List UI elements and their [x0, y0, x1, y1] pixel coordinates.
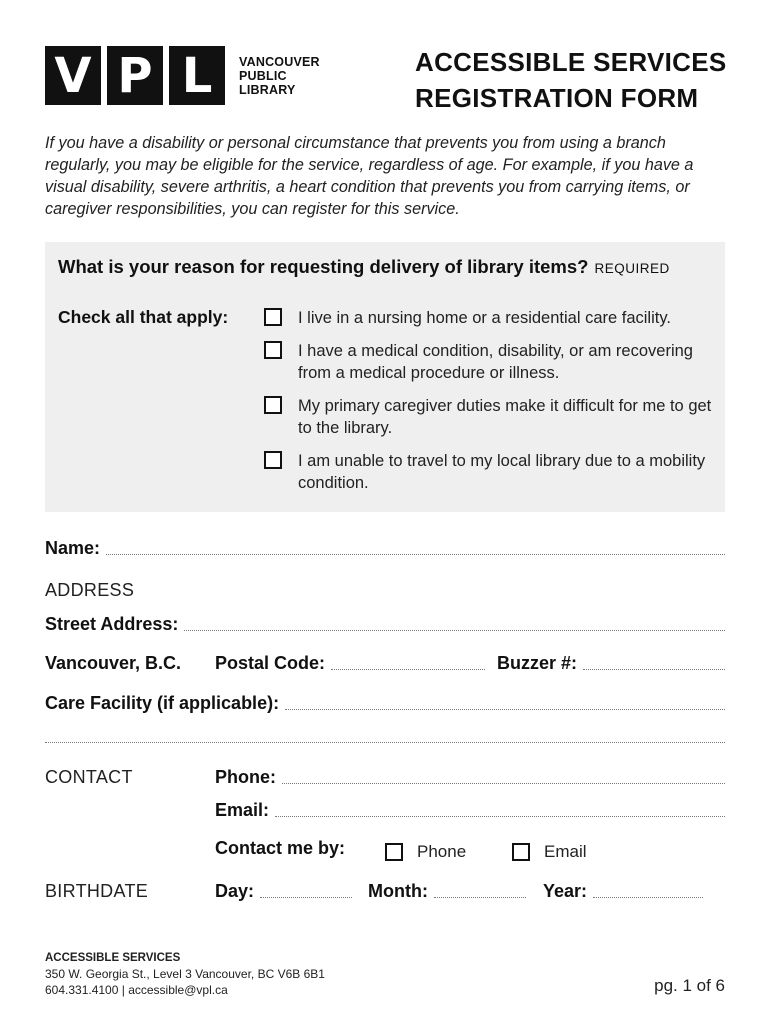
- reason-option-caregiver[interactable]: [264, 395, 714, 439]
- contact-preference-label: [215, 838, 345, 859]
- checkbox-nursing-home[interactable]: [264, 308, 282, 326]
- contact-by-text: Contact me by:: [215, 838, 346, 858]
- city-text: Vancouver, B.C.: [45, 653, 182, 673]
- year-line[interactable]: [593, 897, 703, 898]
- month-label: Month:: [368, 881, 428, 901]
- email-label: Email:: [215, 800, 270, 820]
- logo-line-2: PUBLIC: [239, 68, 287, 83]
- street-line[interactable]: [184, 630, 725, 631]
- phone-label: Phone:: [215, 767, 276, 787]
- buzzer-label: Buzzer #:: [497, 653, 578, 673]
- footer: [45, 950, 325, 998]
- email-field[interactable]: [215, 800, 725, 821]
- page-number: pg. 1 of 6: [654, 976, 725, 995]
- care-facility-line-2[interactable]: [45, 742, 725, 743]
- name-line[interactable]: [106, 554, 725, 555]
- checkbox-medical[interactable]: [264, 341, 282, 359]
- option-label: I am unable to travel to my local library due to a mobility condition.: [298, 452, 706, 492]
- checkbox-contact-email[interactable]: [512, 843, 530, 861]
- contact-phone-label: Phone: [417, 842, 467, 861]
- checkbox-mobility[interactable]: [264, 451, 282, 469]
- street-address-field[interactable]: [45, 614, 725, 635]
- day-label: Day:: [215, 881, 255, 901]
- reason-option-nursing-home[interactable]: [264, 307, 714, 329]
- form-title-line-2: REGISTRATION FORM: [415, 83, 699, 113]
- year-label: Year:: [543, 881, 588, 901]
- option-label: I live in a nursing home or a residential care facility.: [298, 309, 671, 327]
- month-line[interactable]: [434, 897, 526, 898]
- reason-option-medical[interactable]: [264, 340, 714, 384]
- buzzer-field[interactable]: [497, 653, 725, 674]
- birthdate-section-label: BIRTHDATE: [45, 881, 149, 901]
- contact-by-phone-option[interactable]: [385, 842, 466, 862]
- logo-line-3: LIBRARY: [239, 82, 296, 97]
- footer-contact: 604.331.4100 | accessible@vpl.ca: [45, 983, 228, 997]
- phone-line[interactable]: [282, 783, 725, 784]
- name-label: Name:: [45, 538, 101, 558]
- name-field[interactable]: [45, 538, 725, 559]
- footer-address: 350 W. Georgia St., Level 3 Vancouver, BC V6B 6B1: [45, 967, 325, 981]
- intro-paragraph: If you have a disability or personal circumstance that prevents you from using a branch regularly, you may be eligible for the service, regardless of age. For example, if you have a visual disability, severe arthritis, a heart condition that prevents you from carrying items, or caregiver responsibilities, you can register for this service.: [45, 134, 694, 218]
- address-section-label: ADDRESS: [45, 580, 135, 600]
- month-field[interactable]: [368, 881, 526, 902]
- option-label: I have a medical condition, disability, or am recovering from a medical procedure or illness.: [298, 342, 693, 382]
- form-title: [415, 44, 727, 116]
- city-label: [45, 653, 181, 674]
- checkbox-caregiver[interactable]: [264, 396, 282, 414]
- footer-heading: ACCESSIBLE SERVICES: [45, 952, 181, 964]
- street-label: Street Address:: [45, 614, 179, 634]
- reason-question: [58, 256, 670, 278]
- logo-letter-v: V: [45, 46, 101, 105]
- required-badge: REQUIRED: [594, 261, 670, 276]
- logo-line-1: VANCOUVER: [239, 54, 320, 69]
- contact-by-email-option[interactable]: [512, 842, 587, 862]
- buzzer-line[interactable]: [583, 669, 725, 670]
- phone-field[interactable]: [215, 767, 725, 788]
- day-line[interactable]: [260, 897, 352, 898]
- vpl-logo: [45, 46, 320, 105]
- care-facility-line[interactable]: [285, 709, 725, 710]
- care-facility-field[interactable]: [45, 693, 725, 714]
- logo-letter-l: L: [169, 46, 225, 105]
- postal-code-field[interactable]: [215, 653, 485, 674]
- reason-option-mobility[interactable]: [264, 450, 714, 494]
- checkbox-contact-phone[interactable]: [385, 843, 403, 861]
- check-all-label: Check all that apply:: [58, 307, 229, 327]
- logo-wordmark: [239, 55, 320, 97]
- email-line[interactable]: [275, 816, 725, 817]
- contact-email-label: Email: [544, 842, 587, 861]
- contact-section-label: CONTACT: [45, 767, 133, 787]
- postal-line[interactable]: [331, 669, 485, 670]
- day-field[interactable]: [215, 881, 352, 902]
- reason-question-text: What is your reason for requesting delivery of library items?: [58, 256, 589, 277]
- postal-label: Postal Code:: [215, 653, 326, 673]
- reason-panel: [45, 242, 725, 512]
- year-field[interactable]: [543, 881, 703, 902]
- logo-letter-p: P: [107, 46, 163, 105]
- care-facility-label: Care Facility (if applicable):: [45, 693, 280, 713]
- form-title-line-1: ACCESSIBLE SERVICES: [415, 47, 727, 77]
- option-label: My primary caregiver duties make it difficult for me to get to the library.: [298, 397, 712, 437]
